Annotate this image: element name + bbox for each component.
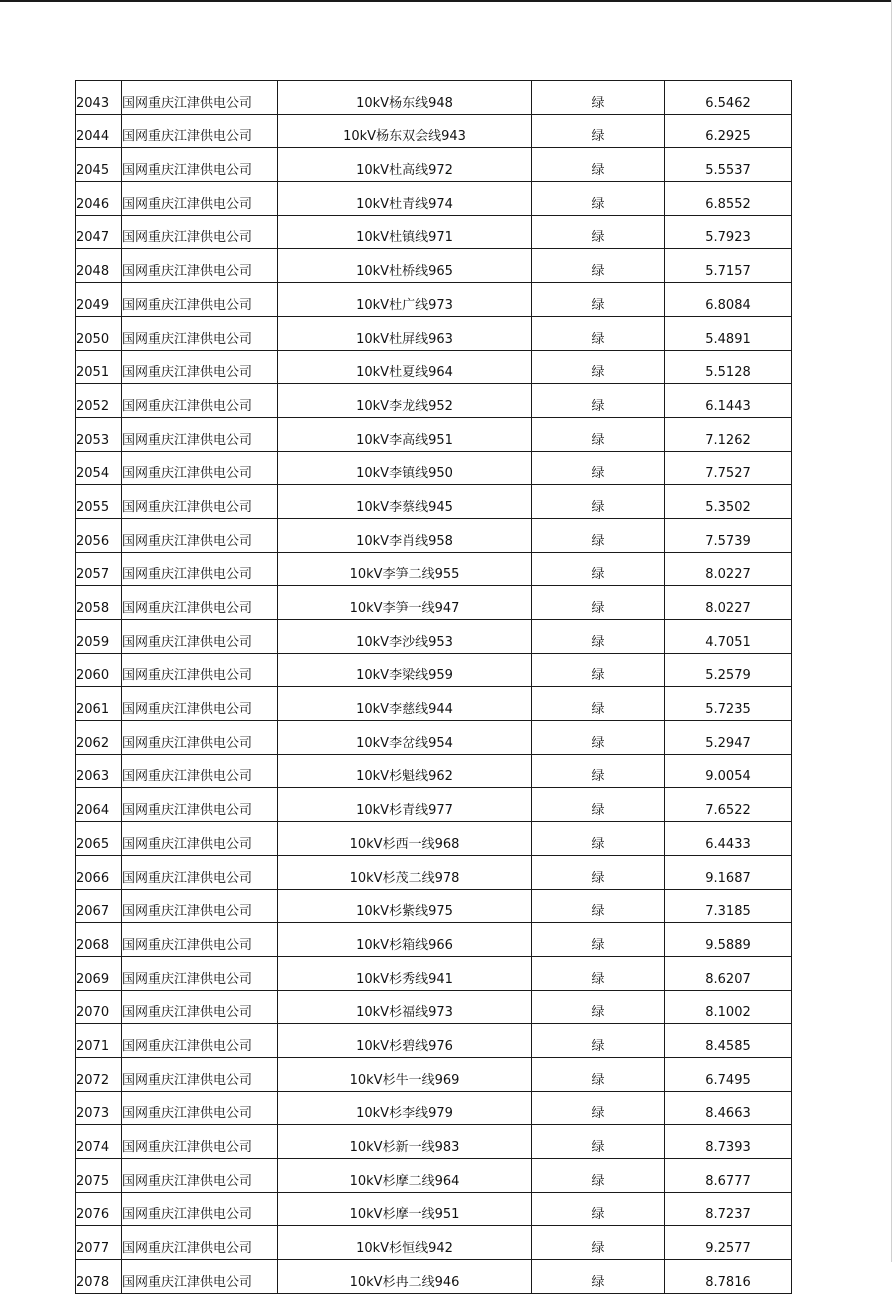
row-number-cell: 2047 xyxy=(76,215,122,249)
value-cell: 9.5889 xyxy=(665,923,792,957)
table-row xyxy=(76,687,792,721)
company-cell: 国网重庆江津供电公司 xyxy=(122,687,278,721)
company-cell: 国网重庆江津供电公司 xyxy=(122,350,278,384)
table-row xyxy=(76,721,792,755)
company-cell: 国网重庆江津供电公司 xyxy=(122,283,278,317)
value-cell: 5.4891 xyxy=(665,316,792,350)
row-number-cell: 2061 xyxy=(76,687,122,721)
row-number-cell: 2069 xyxy=(76,956,122,990)
color-status-cell: 绿 xyxy=(532,990,665,1024)
line-name-cell: 10kV杨东线948 xyxy=(278,81,532,115)
value-cell: 5.3502 xyxy=(665,485,792,519)
line-name-cell: 10kV李笋二线955 xyxy=(278,552,532,586)
company-cell: 国网重庆江津供电公司 xyxy=(122,956,278,990)
row-number-cell: 2048 xyxy=(76,249,122,283)
value-cell: 6.8084 xyxy=(665,283,792,317)
line-name-cell: 10kV杉冉二线946 xyxy=(278,1260,532,1294)
line-name-cell: 10kV杜夏线964 xyxy=(278,350,532,384)
table-row xyxy=(76,653,792,687)
table-row xyxy=(76,114,792,148)
line-name-cell: 10kV杜镇线971 xyxy=(278,215,532,249)
row-number-cell: 2053 xyxy=(76,417,122,451)
company-cell: 国网重庆江津供电公司 xyxy=(122,1024,278,1058)
company-cell: 国网重庆江津供电公司 xyxy=(122,1125,278,1159)
value-cell: 8.7393 xyxy=(665,1125,792,1159)
row-number-cell: 2072 xyxy=(76,1057,122,1091)
value-cell: 9.1687 xyxy=(665,855,792,889)
line-name-cell: 10kV杜桥线965 xyxy=(278,249,532,283)
line-name-cell: 10kV杉秀线941 xyxy=(278,956,532,990)
row-number-cell: 2077 xyxy=(76,1226,122,1260)
line-name-cell: 10kV李蔡线945 xyxy=(278,485,532,519)
row-number-cell: 2045 xyxy=(76,148,122,182)
row-number-cell: 2064 xyxy=(76,788,122,822)
value-cell: 7.5739 xyxy=(665,518,792,552)
row-number-cell: 2062 xyxy=(76,721,122,755)
table-row xyxy=(76,1226,792,1260)
color-status-cell: 绿 xyxy=(532,687,665,721)
company-cell: 国网重庆江津供电公司 xyxy=(122,990,278,1024)
value-cell: 8.0227 xyxy=(665,552,792,586)
color-status-cell: 绿 xyxy=(532,1260,665,1294)
value-cell: 5.5537 xyxy=(665,148,792,182)
line-name-cell: 10kV杉青线977 xyxy=(278,788,532,822)
table-row xyxy=(76,788,792,822)
company-cell: 国网重庆江津供电公司 xyxy=(122,148,278,182)
color-status-cell: 绿 xyxy=(532,923,665,957)
company-cell: 国网重庆江津供电公司 xyxy=(122,518,278,552)
color-status-cell: 绿 xyxy=(532,1091,665,1125)
company-cell: 国网重庆江津供电公司 xyxy=(122,485,278,519)
table-row xyxy=(76,889,792,923)
company-cell: 国网重庆江津供电公司 xyxy=(122,1057,278,1091)
table-row xyxy=(76,990,792,1024)
color-status-cell: 绿 xyxy=(532,384,665,418)
table-row xyxy=(76,1024,792,1058)
line-name-cell: 10kV杉李线979 xyxy=(278,1091,532,1125)
table-row xyxy=(76,451,792,485)
row-number-cell: 2073 xyxy=(76,1091,122,1125)
line-name-cell: 10kV杜屏线963 xyxy=(278,316,532,350)
color-status-cell: 绿 xyxy=(532,552,665,586)
table-row xyxy=(76,283,792,317)
company-cell: 国网重庆江津供电公司 xyxy=(122,316,278,350)
value-cell: 8.4585 xyxy=(665,1024,792,1058)
row-number-cell: 2050 xyxy=(76,316,122,350)
table-row xyxy=(76,249,792,283)
company-cell: 国网重庆江津供电公司 xyxy=(122,417,278,451)
row-number-cell: 2043 xyxy=(76,81,122,115)
company-cell: 国网重庆江津供电公司 xyxy=(122,1260,278,1294)
value-cell: 5.7157 xyxy=(665,249,792,283)
color-status-cell: 绿 xyxy=(532,1192,665,1226)
row-number-cell: 2075 xyxy=(76,1159,122,1193)
row-number-cell: 2049 xyxy=(76,283,122,317)
line-name-cell: 10kV李龙线952 xyxy=(278,384,532,418)
row-number-cell: 2067 xyxy=(76,889,122,923)
color-status-cell: 绿 xyxy=(532,889,665,923)
line-name-cell: 10kV杉茂二线978 xyxy=(278,855,532,889)
company-cell: 国网重庆江津供电公司 xyxy=(122,1192,278,1226)
color-status-cell: 绿 xyxy=(532,283,665,317)
line-name-cell: 10kV杉紫线975 xyxy=(278,889,532,923)
color-status-cell: 绿 xyxy=(532,182,665,216)
company-cell: 国网重庆江津供电公司 xyxy=(122,788,278,822)
value-cell: 6.8552 xyxy=(665,182,792,216)
row-number-cell: 2056 xyxy=(76,518,122,552)
color-status-cell: 绿 xyxy=(532,249,665,283)
line-name-cell: 10kV李高线951 xyxy=(278,417,532,451)
company-cell: 国网重庆江津供电公司 xyxy=(122,81,278,115)
color-status-cell: 绿 xyxy=(532,148,665,182)
color-status-cell: 绿 xyxy=(532,1125,665,1159)
company-cell: 国网重庆江津供电公司 xyxy=(122,1226,278,1260)
table-row xyxy=(76,384,792,418)
value-cell: 7.6522 xyxy=(665,788,792,822)
table-row xyxy=(76,1057,792,1091)
company-cell: 国网重庆江津供电公司 xyxy=(122,754,278,788)
value-cell: 8.0227 xyxy=(665,586,792,620)
color-status-cell: 绿 xyxy=(532,316,665,350)
company-cell: 国网重庆江津供电公司 xyxy=(122,586,278,620)
value-cell: 5.2579 xyxy=(665,653,792,687)
color-status-cell: 绿 xyxy=(532,1226,665,1260)
line-name-cell: 10kV杉摩一线951 xyxy=(278,1192,532,1226)
value-cell: 8.6777 xyxy=(665,1159,792,1193)
color-status-cell: 绿 xyxy=(532,956,665,990)
table-row xyxy=(76,518,792,552)
company-cell: 国网重庆江津供电公司 xyxy=(122,822,278,856)
color-status-cell: 绿 xyxy=(532,114,665,148)
value-cell: 5.7923 xyxy=(665,215,792,249)
value-cell: 8.1002 xyxy=(665,990,792,1024)
color-status-cell: 绿 xyxy=(532,485,665,519)
row-number-cell: 2068 xyxy=(76,923,122,957)
row-number-cell: 2063 xyxy=(76,754,122,788)
color-status-cell: 绿 xyxy=(532,754,665,788)
line-name-cell: 10kV李梁线959 xyxy=(278,653,532,687)
table-row xyxy=(76,215,792,249)
company-cell: 国网重庆江津供电公司 xyxy=(122,721,278,755)
line-name-cell: 10kV杉恒线942 xyxy=(278,1226,532,1260)
color-status-cell: 绿 xyxy=(532,518,665,552)
line-name-cell: 10kV杉碧线976 xyxy=(278,1024,532,1058)
color-status-cell: 绿 xyxy=(532,721,665,755)
value-cell: 9.2577 xyxy=(665,1226,792,1260)
table-row xyxy=(76,316,792,350)
company-cell: 国网重庆江津供电公司 xyxy=(122,1159,278,1193)
value-cell: 8.4663 xyxy=(665,1091,792,1125)
table-row xyxy=(76,923,792,957)
data-table xyxy=(75,80,792,1294)
company-cell: 国网重庆江津供电公司 xyxy=(122,552,278,586)
color-status-cell: 绿 xyxy=(532,1057,665,1091)
color-status-cell: 绿 xyxy=(532,653,665,687)
table-row xyxy=(76,1125,792,1159)
row-number-cell: 2076 xyxy=(76,1192,122,1226)
row-number-cell: 2074 xyxy=(76,1125,122,1159)
value-cell: 4.7051 xyxy=(665,620,792,654)
value-cell: 6.4433 xyxy=(665,822,792,856)
line-name-cell: 10kV杜青线974 xyxy=(278,182,532,216)
table-row xyxy=(76,1260,792,1294)
row-number-cell: 2059 xyxy=(76,620,122,654)
table-row xyxy=(76,855,792,889)
color-status-cell: 绿 xyxy=(532,350,665,384)
line-name-cell: 10kV李岔线954 xyxy=(278,721,532,755)
line-name-cell: 10kV杉箱线966 xyxy=(278,923,532,957)
color-status-cell: 绿 xyxy=(532,417,665,451)
row-number-cell: 2044 xyxy=(76,114,122,148)
table-body xyxy=(76,81,792,1294)
row-number-cell: 2046 xyxy=(76,182,122,216)
table-row xyxy=(76,148,792,182)
company-cell: 国网重庆江津供电公司 xyxy=(122,653,278,687)
table-row xyxy=(76,552,792,586)
color-status-cell: 绿 xyxy=(532,855,665,889)
company-cell: 国网重庆江津供电公司 xyxy=(122,889,278,923)
color-status-cell: 绿 xyxy=(532,451,665,485)
company-cell: 国网重庆江津供电公司 xyxy=(122,855,278,889)
table-row xyxy=(76,956,792,990)
value-cell: 6.2925 xyxy=(665,114,792,148)
table-row xyxy=(76,81,792,115)
table-row xyxy=(76,620,792,654)
value-cell: 6.5462 xyxy=(665,81,792,115)
row-number-cell: 2078 xyxy=(76,1260,122,1294)
color-status-cell: 绿 xyxy=(532,822,665,856)
value-cell: 8.6207 xyxy=(665,956,792,990)
row-number-cell: 2066 xyxy=(76,855,122,889)
line-name-cell: 10kV李沙线953 xyxy=(278,620,532,654)
value-cell: 8.7237 xyxy=(665,1192,792,1226)
table-row xyxy=(76,485,792,519)
row-number-cell: 2070 xyxy=(76,990,122,1024)
line-name-cell: 10kV杜广线973 xyxy=(278,283,532,317)
row-number-cell: 2065 xyxy=(76,822,122,856)
value-cell: 9.0054 xyxy=(665,754,792,788)
value-cell: 5.7235 xyxy=(665,687,792,721)
table-row xyxy=(76,754,792,788)
color-status-cell: 绿 xyxy=(532,81,665,115)
color-status-cell: 绿 xyxy=(532,620,665,654)
value-cell: 6.7495 xyxy=(665,1057,792,1091)
value-cell: 5.5128 xyxy=(665,350,792,384)
table-row xyxy=(76,822,792,856)
line-name-cell: 10kV杉魁线962 xyxy=(278,754,532,788)
table-row xyxy=(76,1192,792,1226)
value-cell: 7.7527 xyxy=(665,451,792,485)
company-cell: 国网重庆江津供电公司 xyxy=(122,114,278,148)
row-number-cell: 2051 xyxy=(76,350,122,384)
company-cell: 国网重庆江津供电公司 xyxy=(122,182,278,216)
row-number-cell: 2052 xyxy=(76,384,122,418)
value-cell: 8.7816 xyxy=(665,1260,792,1294)
row-number-cell: 2057 xyxy=(76,552,122,586)
value-cell: 7.1262 xyxy=(665,417,792,451)
table-row xyxy=(76,1091,792,1125)
color-status-cell: 绿 xyxy=(532,1159,665,1193)
table-row xyxy=(76,586,792,620)
company-cell: 国网重庆江津供电公司 xyxy=(122,451,278,485)
line-name-cell: 10kV李慈线944 xyxy=(278,687,532,721)
color-status-cell: 绿 xyxy=(532,215,665,249)
line-name-cell: 10kV杜高线972 xyxy=(278,148,532,182)
table-row xyxy=(76,1159,792,1193)
line-name-cell: 10kV杉牛一线969 xyxy=(278,1057,532,1091)
table-row xyxy=(76,417,792,451)
table-row xyxy=(76,182,792,216)
company-cell: 国网重庆江津供电公司 xyxy=(122,1091,278,1125)
page-top-rule xyxy=(0,0,892,2)
value-cell: 6.1443 xyxy=(665,384,792,418)
value-cell: 5.2947 xyxy=(665,721,792,755)
line-name-cell: 10kV杉新一线983 xyxy=(278,1125,532,1159)
line-name-cell: 10kV杉福线973 xyxy=(278,990,532,1024)
row-number-cell: 2055 xyxy=(76,485,122,519)
line-name-cell: 10kV李镇线950 xyxy=(278,451,532,485)
company-cell: 国网重庆江津供电公司 xyxy=(122,923,278,957)
row-number-cell: 2054 xyxy=(76,451,122,485)
color-status-cell: 绿 xyxy=(532,788,665,822)
line-name-cell: 10kV杉西一线968 xyxy=(278,822,532,856)
line-name-cell: 10kV杨东双会线943 xyxy=(278,114,532,148)
row-number-cell: 2060 xyxy=(76,653,122,687)
line-name-cell: 10kV李笋一线947 xyxy=(278,586,532,620)
table-row xyxy=(76,350,792,384)
company-cell: 国网重庆江津供电公司 xyxy=(122,620,278,654)
row-number-cell: 2058 xyxy=(76,586,122,620)
company-cell: 国网重庆江津供电公司 xyxy=(122,215,278,249)
value-cell: 7.3185 xyxy=(665,889,792,923)
color-status-cell: 绿 xyxy=(532,586,665,620)
company-cell: 国网重庆江津供电公司 xyxy=(122,249,278,283)
row-number-cell: 2071 xyxy=(76,1024,122,1058)
line-name-cell: 10kV杉摩二线964 xyxy=(278,1159,532,1193)
company-cell: 国网重庆江津供电公司 xyxy=(122,384,278,418)
line-name-cell: 10kV李肖线958 xyxy=(278,518,532,552)
color-status-cell: 绿 xyxy=(532,1024,665,1058)
